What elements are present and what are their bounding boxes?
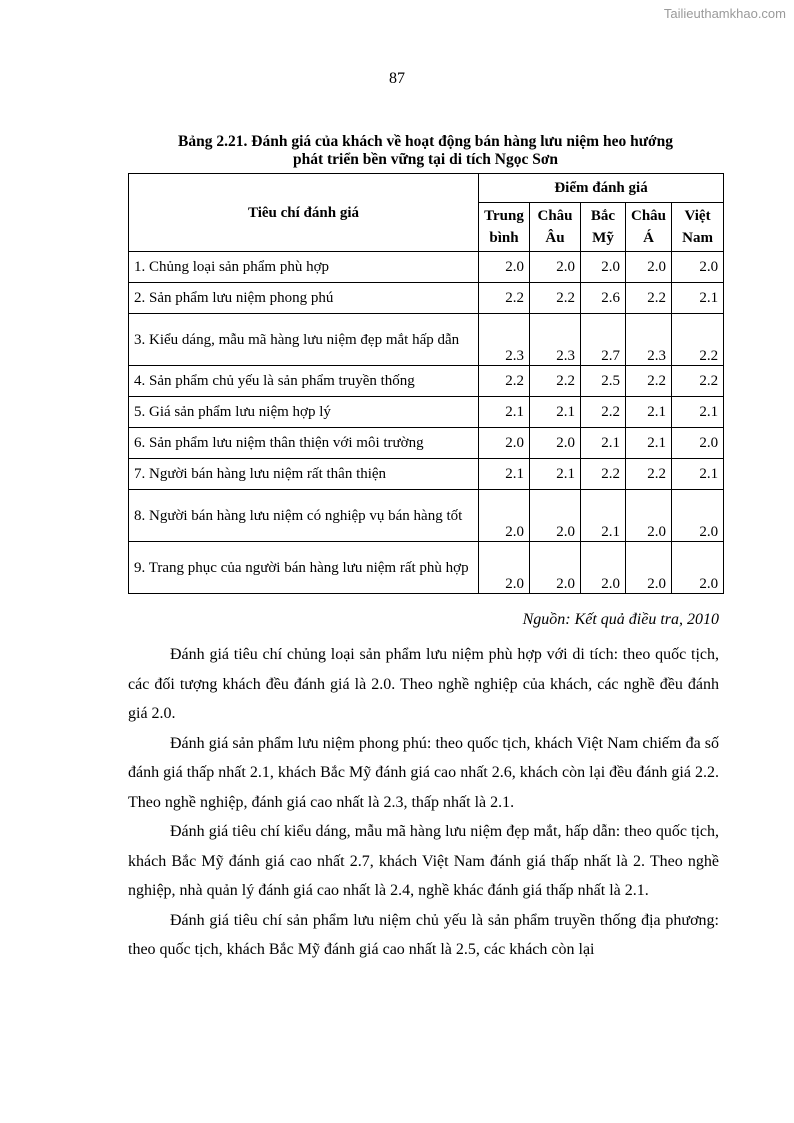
column-header-europe: Châu Âu (530, 203, 581, 252)
score-cell: 2.0 (530, 542, 581, 594)
score-cell: 2.0 (672, 542, 724, 594)
score-cell: 2.0 (581, 542, 626, 594)
score-cell: 2.2 (479, 366, 530, 397)
table-source-note: Nguồn: Kết quả điều tra, 2010 (522, 611, 719, 628)
score-cell: 2.0 (626, 542, 672, 594)
table-row (129, 490, 724, 542)
score-cell: 2.1 (530, 397, 581, 428)
score-cell: 2.0 (672, 252, 724, 283)
criteria-cell: 7. Người bán hàng lưu niệm rất thân thiện (129, 459, 479, 490)
score-cell: 2.0 (530, 490, 581, 542)
score-cell: 2.1 (530, 459, 581, 490)
score-cell: 2.2 (581, 459, 626, 490)
paragraph: Đánh giá tiêu chí sản phẩm lưu niệm chủ yếu là sản phẩm truyền thống địa phương: theo quốc tịch, khách Bắc Mỹ đánh giá cao nhất là 2.5, các khách còn lại (128, 911, 719, 958)
column-header-vietnam: Việt Nam (672, 203, 724, 252)
score-cell: 2.0 (479, 252, 530, 283)
score-cell: 2.2 (672, 366, 724, 397)
page-number: 87 (389, 70, 405, 87)
paragraph: Đánh giá sản phẩm lưu niệm phong phú: theo quốc tịch, khách Việt Nam chiếm đa số đánh giá thấp nhất 2.1, khách Bắc Mỹ đánh giá cao nhất 2.6, khách còn lại đều đánh giá 2.2. Theo nghề nghiệp, đánh giá cao nhất là 2.3, thấp nhất là 2.1. (128, 734, 719, 811)
table-row (129, 283, 724, 314)
criteria-cell: 5. Giá sản phẩm lưu niệm hợp lý (129, 397, 479, 428)
score-cell: 2.1 (626, 428, 672, 459)
score-cell: 2.2 (626, 283, 672, 314)
watermark: Tailieuthamkhao.com (663, 6, 786, 21)
criteria-cell: 9. Trang phục của người bán hàng lưu niệm rất phù hợp (129, 542, 479, 594)
score-cell: 2.2 (479, 283, 530, 314)
score-cell: 2.1 (581, 428, 626, 459)
score-cell: 2.2 (530, 283, 581, 314)
score-cell: 2.2 (626, 459, 672, 490)
evaluation-table (128, 173, 724, 594)
column-header-average: Trung bình (479, 203, 530, 252)
score-cell: 2.0 (581, 252, 626, 283)
table-row (129, 314, 724, 366)
score-cell: 2.1 (479, 459, 530, 490)
score-cell: 2.1 (672, 283, 724, 314)
criteria-cell: 4. Sản phẩm chủ yếu là sản phẩm truyền thống (129, 366, 479, 397)
score-cell: 2.2 (581, 397, 626, 428)
table-title-line-2: phát triển bền vững tại di tích Ngọc Sơn (292, 151, 559, 168)
score-cell: 2.1 (581, 490, 626, 542)
criteria-cell: 6. Sản phẩm lưu niệm thân thiện với môi trường (129, 428, 479, 459)
table-title (128, 133, 723, 169)
paragraph: Đánh giá tiêu chí kiểu dáng, mẫu mã hàng lưu niệm đẹp mắt, hấp dẫn: theo quốc tịch, khách Bắc Mỹ đánh giá cao nhất 2.7, khách Việt Nam đánh giá thấp nhất là 2. Theo nghề nghiệp, nhà quản lý đánh giá cao nhất là 2.4, nghề khác đánh giá thấp nhất là 2.1. (128, 823, 719, 899)
table-row (129, 397, 724, 428)
table-row (129, 542, 724, 594)
table-row (129, 428, 724, 459)
score-cell: 2.2 (530, 366, 581, 397)
column-header-asia: Châu Á (626, 203, 672, 252)
criteria-cell: 2. Sản phẩm lưu niệm phong phú (129, 283, 479, 314)
score-cell: 2.0 (479, 490, 530, 542)
score-cell: 2.0 (530, 428, 581, 459)
score-cell: 2.0 (672, 490, 724, 542)
score-cell: 2.0 (479, 428, 530, 459)
score-cell: 2.0 (626, 490, 672, 542)
criteria-cell: 1. Chủng loại sản phẩm phù hợp (129, 252, 479, 283)
score-cell: 2.1 (479, 397, 530, 428)
table-title-line-1: Bảng 2.21. Đánh giá của khách về hoạt động bán hàng lưu niệm heo hướng (178, 133, 673, 150)
table-row (129, 252, 724, 283)
score-cell: 2.0 (672, 428, 724, 459)
paragraph: Đánh giá tiêu chí chủng loại sản phẩm lưu niệm phù hợp với di tích: theo quốc tịch, các đối tượng khách đều đánh giá là 2.0. Theo nghề nghiệp của khách, các nghề đều đánh giá 2.0. (128, 646, 719, 722)
score-cell: 2.1 (626, 397, 672, 428)
criteria-column-header: Tiêu chí đánh giá (129, 174, 479, 252)
score-cell: 2.6 (581, 283, 626, 314)
score-cell: 2.3 (479, 314, 530, 366)
score-group-header: Điểm đánh giá (479, 174, 724, 203)
score-cell: 2.2 (672, 314, 724, 366)
score-cell: 2.7 (581, 314, 626, 366)
score-cell: 2.1 (672, 459, 724, 490)
body-text (128, 640, 719, 965)
table-row (129, 459, 724, 490)
table-row (129, 366, 724, 397)
score-cell: 2.2 (626, 366, 672, 397)
score-cell: 2.0 (626, 252, 672, 283)
score-cell: 2.3 (530, 314, 581, 366)
score-cell: 2.1 (672, 397, 724, 428)
score-cell: 2.0 (479, 542, 530, 594)
criteria-cell: 8. Người bán hàng lưu niệm có nghiệp vụ bán hàng tốt (129, 490, 479, 542)
criteria-cell: 3. Kiểu dáng, mẫu mã hàng lưu niệm đẹp mắt hấp dẫn (129, 314, 479, 366)
score-cell: 2.0 (530, 252, 581, 283)
score-cell: 2.5 (581, 366, 626, 397)
score-cell: 2.3 (626, 314, 672, 366)
column-header-north-america: Bắc Mỹ (581, 203, 626, 252)
